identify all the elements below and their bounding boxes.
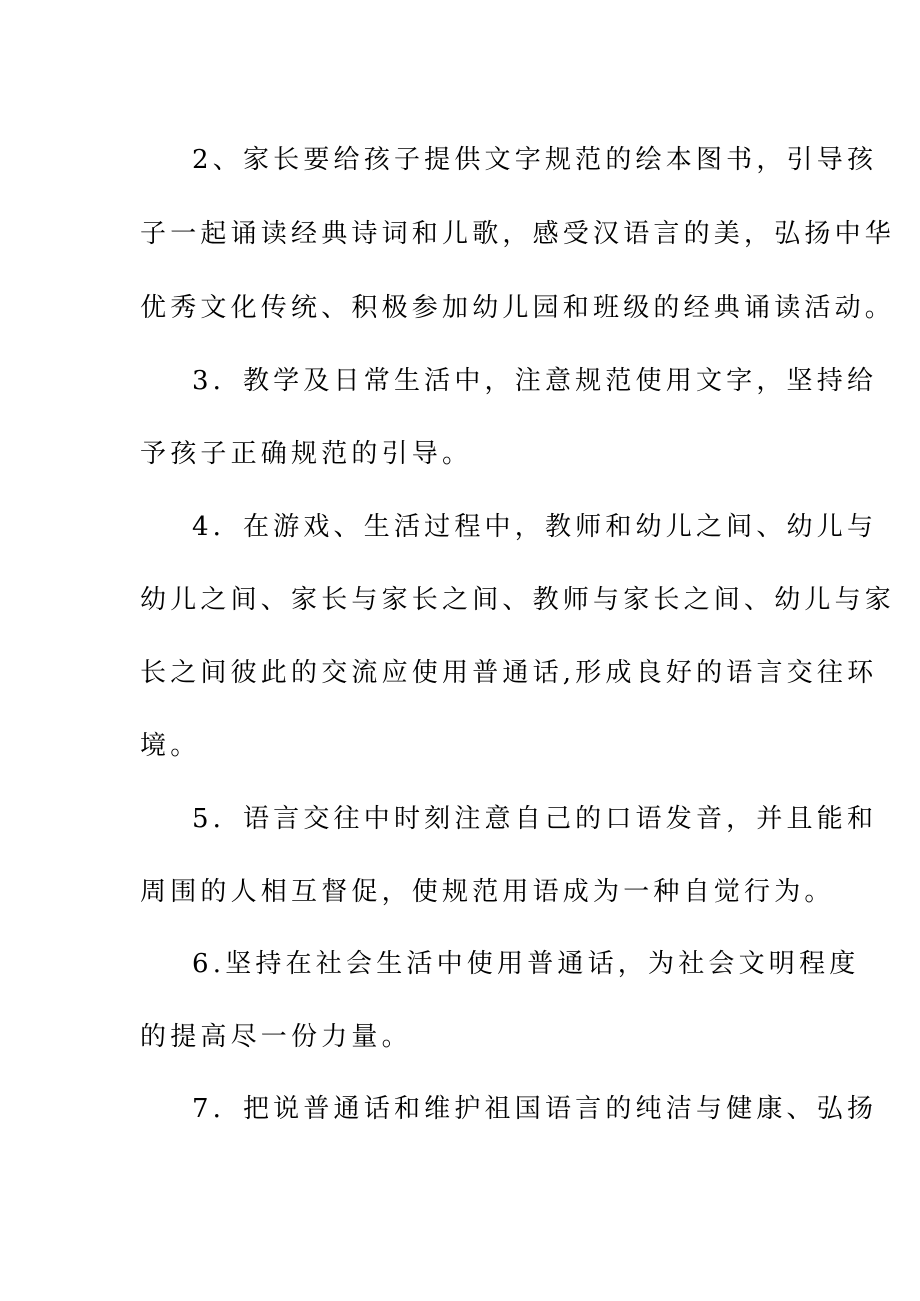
paragraph-4-line-3: 长之间彼此的交流应使用普通话,形成良好的语言交往环 — [140, 658, 878, 688]
paragraph-4-line-2: 幼儿之间、家长与家长之间、教师与家长之间、幼儿与家 — [140, 585, 896, 615]
paragraph-5-line-2: 周围的人相互督促，使规范用语成为一种自觉行为。 — [140, 877, 835, 907]
paragraph-2-line-3: 优秀文化传统、积极参加幼儿园和班级的经典诵读活动。 — [140, 293, 896, 323]
paragraph-6-line-2: 的提高尽一份力量。 — [140, 1022, 412, 1052]
paragraph-7-line-1: 7．把说普通话和维护祖国语言的纯洁与健康、弘扬 — [192, 1094, 878, 1124]
paragraph-3-line-1: 3．教学及日常生活中，注意规范使用文字，坚持给 — [192, 366, 878, 396]
paragraph-4-line-1: 4．在游戏、生活过程中，教师和幼儿之间、幼儿与 — [192, 512, 878, 542]
paragraph-5-line-1: 5．语言交往中时刻注意自己的口语发音，并且能和 — [192, 804, 878, 834]
paragraph-4-line-4: 境。 — [140, 731, 201, 761]
paragraph-2-line-1: 2、家长要给孩子提供文字规范的绘本图书，引导孩 — [192, 145, 878, 175]
paragraph-2-line-2: 子一起诵读经典诗词和儿歌，感受汉语言的美，弘扬中华 — [140, 219, 896, 249]
paragraph-3-line-2: 予孩子正确规范的引导。 — [140, 439, 473, 469]
paragraph-6-line-1: 6.坚持在社会生活中使用普通话，为社会文明程度 — [192, 949, 860, 979]
